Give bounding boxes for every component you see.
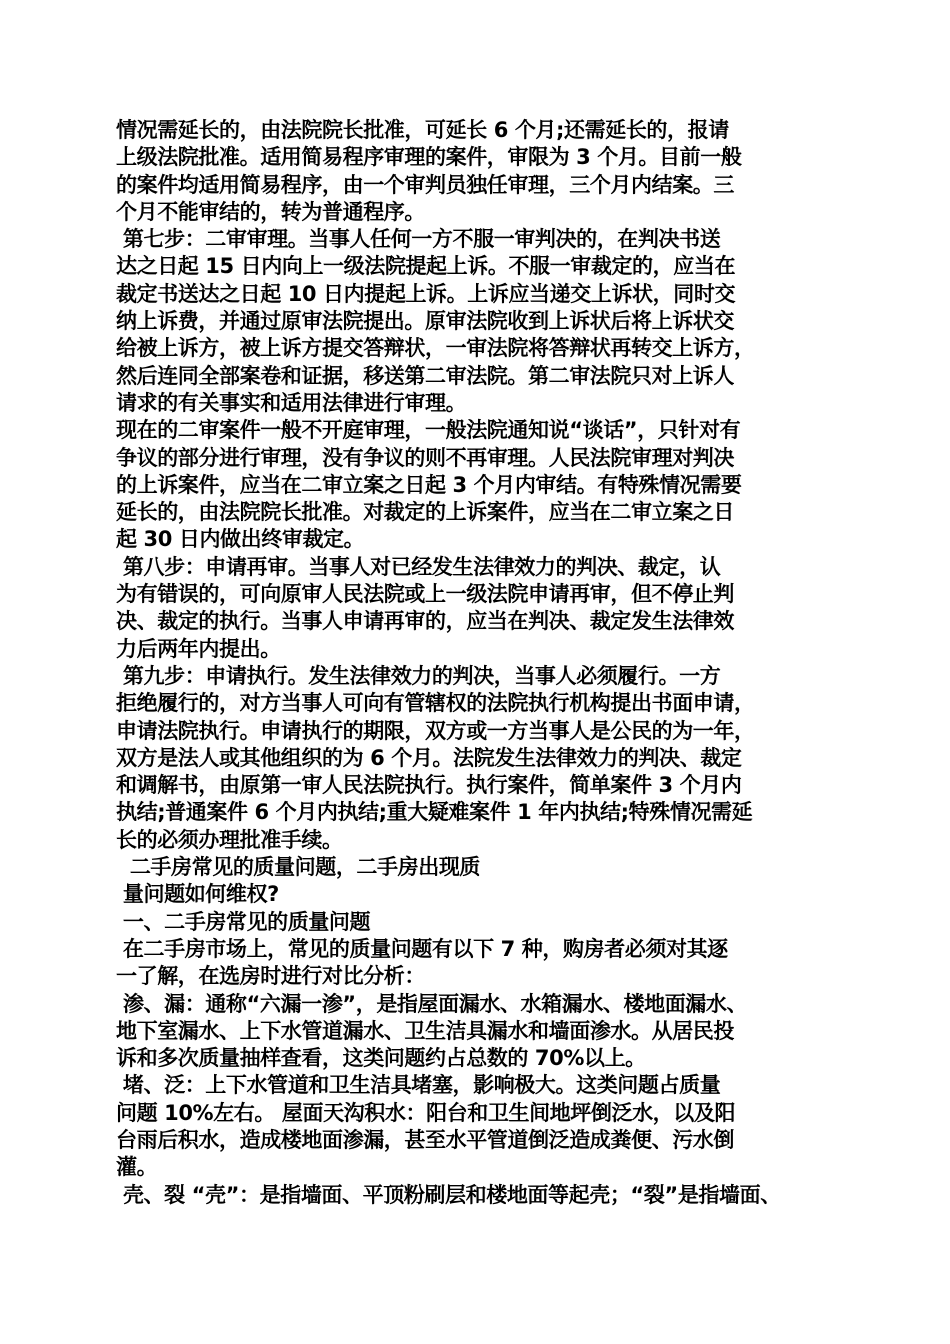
text-line: 双方是法人或其他组织的为 6 个月。法院发生法律效力的判决、裁定	[116, 745, 742, 770]
text-line: 诉和多次质量抽样查看，这类问题约占总数的 70%以上。	[116, 1046, 646, 1071]
text-line: 台雨后积水，造成楼地面渗漏，甚至水平管道倒泛造成粪便、污水倒	[116, 1127, 734, 1152]
text-line: 和调解书，由原第一审人民法院执行。执行案件，简单案件 3 个月内	[116, 773, 742, 798]
text-line: 灌。	[116, 1155, 158, 1180]
text-line: 一、二手房常见的质量问题	[116, 909, 371, 934]
text-line: 情况需延长的，由法院院长批准，可延长 6 个月;还需延长的，报请	[116, 118, 729, 142]
text-line: 在二手房市场上，常见的质量问题有以下 7 种，购房者必须对其逐	[116, 936, 728, 961]
text-line: 个月不能审结的，转为普通程序。	[116, 199, 425, 224]
text-line: 力后两年内提出。	[116, 636, 281, 661]
text-line: 堵、泛：上下水管道和卫生洁具堵塞，影响极大。这类问题占质量	[116, 1073, 721, 1098]
body-text	[116, 117, 856, 1209]
text-line: 达之日起 15 日内向上一级法院提起上诉。不服一审裁定的，应当在	[116, 254, 736, 279]
text-line: 现在的二审案件一般不开庭审理，一般法院通知说“谈话”，只针对有	[116, 418, 741, 443]
text-line: 裁定书送达之日起 10 日内提起上诉。上诉应当递交上诉状，同时交	[116, 281, 736, 306]
text-line: 地下室漏水、上下水管道漏水、卫生洁具漏水和墙面渗水。从居民投	[116, 1018, 734, 1043]
text-line: 壳、裂 “壳”：是指墙面、平顶粉刷层和楼地面等起壳；“裂”是指墙面、	[116, 1182, 781, 1207]
text-line: 上级法院批准。适用简易程序审理的案件，审限为 3 个月。目前一般	[116, 145, 742, 170]
text-line: 纳上诉费，并通过原审法院提出。原审法院收到上诉状后将上诉状交	[116, 309, 734, 334]
text-line: 为有错误的，可向原审人民法院或上一级法院申请再审，但不停止判	[116, 582, 734, 607]
text-line: 起 30 日内做出终审裁定。	[116, 527, 365, 552]
text-line: 二手房常见的质量问题，二手房出现质	[116, 855, 481, 880]
text-line: 请求的有关事实和适用法律进行审理。	[116, 390, 467, 415]
text-line: 拒绝履行的，对方当事人可向有管辖权的法院执行机构提出书面申请，	[116, 691, 755, 716]
text-line: 决、裁定的执行。当事人申请再审的，应当在判决、裁定发生法律效	[116, 609, 734, 634]
text-line: 执结;普通案件 6 个月内执结;重大疑难案件 1 年内执结;特殊情况需延	[116, 800, 753, 825]
text-line: 的案件均适用简易程序，由一个审判员独任审理，三个月内结案。三	[116, 172, 734, 197]
text-line: 的上诉案件，应当在二审立案之日起 3 个月内审结。有特殊情况需要	[116, 472, 742, 497]
text-line: 给被上诉方，被上诉方提交答辩状，一审法院将答辩状再转交上诉方，	[116, 336, 755, 361]
text-line: 申请法院执行。申请执行的期限，双方或一方当事人是公民的为一年，	[116, 718, 755, 743]
text-line: 量问题如何维权?	[116, 882, 279, 907]
text-line: 第九步：申请执行。发生法律效力的判决，当事人必须履行。一方	[116, 663, 721, 688]
text-line: 渗、漏：通称“六漏一渗”，是指屋面漏水、水箱漏水、楼地面漏水、	[116, 991, 748, 1016]
text-line: 问题 10%左右。 屋面天沟积水：阳台和卫生间地坪倒泛水，以及阳	[116, 1100, 736, 1125]
text-line: 第七步：二审审理。当事人任何一方不服一审判决的，在判决书送	[116, 227, 721, 252]
text-line: 争议的部分进行审理，没有争议的则不再审理。人民法院审理对判决	[116, 445, 734, 470]
text-line: 第八步：申请再审。当事人对已经发生法律效力的判决、裁定，认	[116, 554, 721, 579]
text-line: 一了解，在选房时进行对比分析：	[116, 964, 425, 989]
text-line: 延长的，由法院院长批准。对裁定的上诉案件，应当在二审立案之日	[116, 500, 734, 525]
text-line: 然后连同全部案卷和证据，移送第二审法院。第二审法院只对上诉人	[116, 363, 734, 388]
text-line: 长的必须办理批准手续。	[116, 827, 343, 852]
